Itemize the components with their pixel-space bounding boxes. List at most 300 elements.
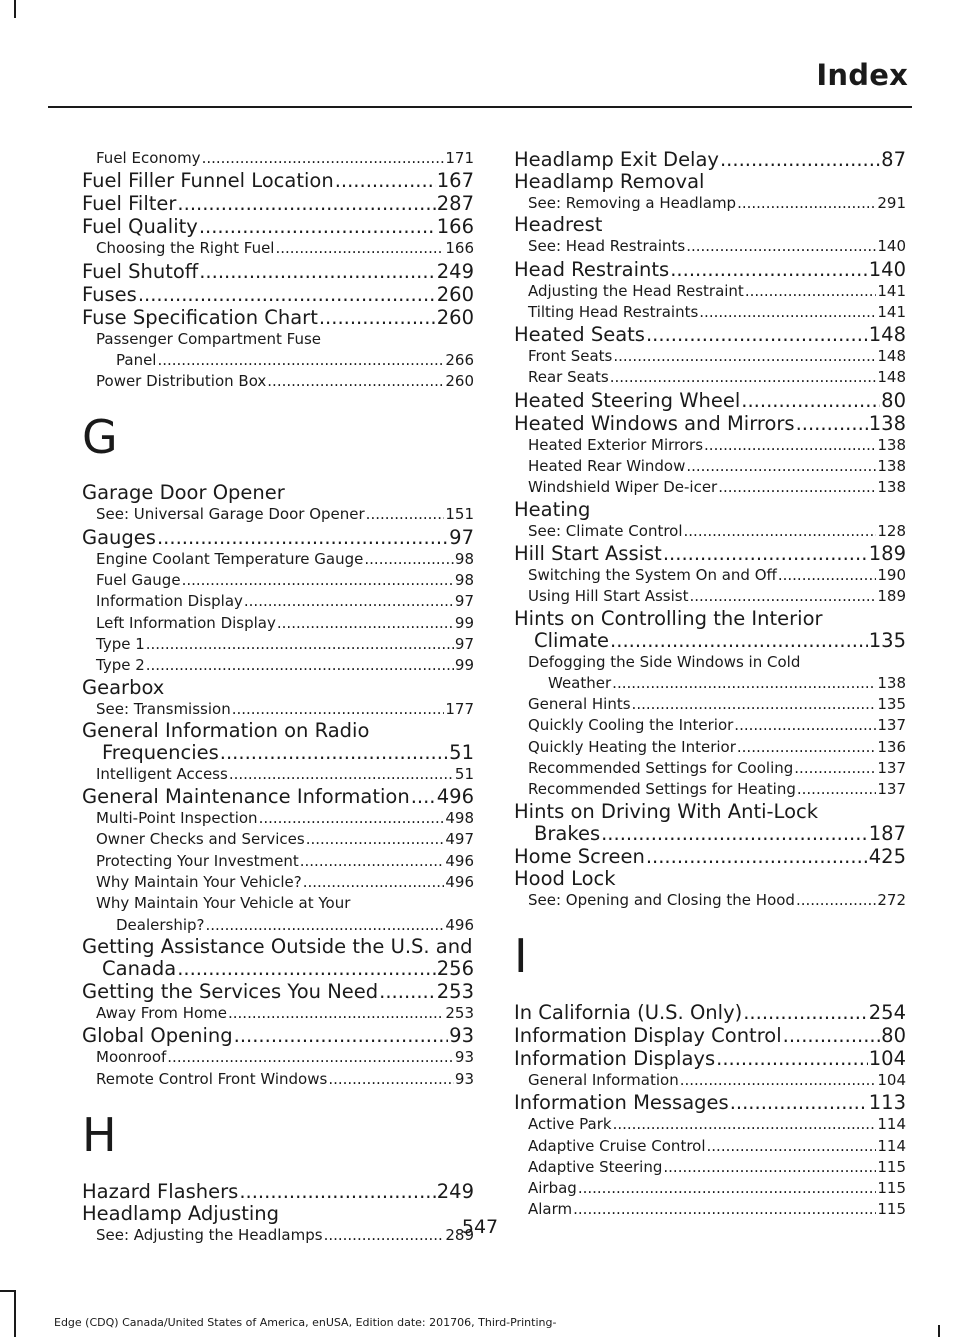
entry-text-continued: Weather — [548, 673, 612, 692]
index-subentry — [514, 521, 906, 542]
page-ref: 138 — [877, 435, 906, 454]
index-subentry — [514, 302, 906, 323]
dot-leader — [228, 1003, 444, 1024]
index-column-left — [82, 148, 474, 1246]
dot-leader — [232, 699, 445, 720]
dot-leader — [778, 565, 877, 586]
entry-row — [96, 915, 474, 936]
index-entry — [514, 801, 906, 845]
entry-row — [96, 238, 474, 259]
entry-row — [96, 699, 474, 720]
page-ref: 136 — [877, 737, 906, 756]
index-subentry — [82, 851, 474, 872]
index-entry — [82, 169, 474, 192]
dot-leader — [689, 586, 876, 607]
section-letter: H — [82, 1107, 117, 1162]
page-ref: 138 — [868, 411, 906, 435]
index-entry — [514, 845, 906, 868]
entry-row — [528, 758, 906, 779]
entry-row — [528, 302, 906, 323]
entry-text: Front Seats — [528, 347, 613, 366]
entry-text: Fuse Specification Chart — [82, 305, 318, 329]
entry-text: Type 1 — [96, 634, 145, 653]
entry-text: Hints on Driving With Anti-Lock — [514, 799, 819, 823]
entry-text: General Information — [528, 1070, 679, 1089]
entry-row — [96, 829, 474, 850]
entry-row — [96, 1003, 474, 1024]
entry-text: Headlamp Exit Delay — [514, 148, 719, 171]
index-subentry — [514, 477, 906, 498]
page-ref: 137 — [877, 759, 906, 778]
page-ref: 104 — [877, 1070, 906, 1089]
dot-leader — [379, 980, 436, 1003]
dot-leader — [686, 456, 876, 477]
page-ref: 189 — [877, 587, 906, 606]
page-ref: 137 — [877, 780, 906, 799]
dot-leader — [610, 367, 877, 388]
page-ref: 254 — [868, 1000, 906, 1024]
entry-row — [514, 823, 906, 845]
entry-text: See: Adjusting the Headlamps — [96, 1225, 323, 1244]
entry-text-continued: Brakes — [534, 821, 601, 845]
entry-text: Active Park — [528, 1115, 612, 1134]
entry-text: General Maintenance Information — [82, 785, 410, 809]
page-ref: 93 — [454, 1069, 474, 1088]
crop-mark-bottom-right — [938, 1325, 940, 1337]
entry-row — [96, 549, 474, 570]
page-ref: 249 — [436, 259, 474, 283]
index-entry — [82, 980, 474, 1003]
entry-row — [528, 694, 906, 715]
entry-row — [528, 737, 906, 758]
section-letter: I — [514, 928, 528, 983]
dot-leader — [157, 526, 448, 549]
entry-row — [514, 412, 906, 435]
dot-leader — [610, 630, 868, 652]
page-ref: 260 — [436, 305, 474, 329]
entry-row — [96, 764, 474, 785]
index-entry — [82, 306, 474, 329]
entry-row — [96, 1069, 474, 1090]
entry-text: Head Restraints — [514, 257, 670, 281]
entry-text: See: Universal Garage Door Opener — [96, 505, 365, 524]
entry-row — [82, 306, 474, 329]
index-subentry — [514, 1114, 906, 1135]
index-heading: Headlamp Removal — [514, 170, 705, 193]
entry-text: Why Maintain Your Vehicle at Your — [96, 894, 351, 913]
page-ref: 253 — [436, 979, 474, 1003]
index-subentry — [82, 1047, 474, 1068]
index-heading: Garage Door Opener — [82, 481, 285, 505]
index-entry — [82, 1024, 474, 1047]
entry-row — [514, 1024, 906, 1047]
entry-row — [514, 323, 906, 346]
index-entry — [514, 608, 906, 652]
entry-row — [528, 1070, 906, 1091]
index-entry — [514, 258, 906, 281]
page-ref: 148 — [877, 368, 906, 387]
index-subentry — [514, 652, 906, 695]
dot-leader — [720, 148, 880, 171]
dot-leader — [138, 283, 436, 306]
section-letter: G — [82, 410, 118, 465]
index-entry — [82, 1180, 474, 1203]
index-subentry — [514, 346, 906, 367]
entry-text: Why Maintain Your Vehicle? — [96, 873, 302, 892]
index-subentry — [82, 829, 474, 850]
dot-leader — [177, 958, 436, 980]
dot-leader — [259, 808, 445, 829]
entry-text: General Information on Radio — [82, 718, 370, 742]
page-ref: 99 — [454, 613, 474, 632]
entry-text: Power Distribution Box — [96, 372, 267, 391]
index-heading: Heating — [514, 497, 591, 521]
entry-text: Owner Checks and Services — [96, 830, 305, 849]
dot-leader — [202, 148, 445, 169]
entry-row — [82, 980, 474, 1003]
index-subentry — [82, 371, 474, 392]
dot-leader — [206, 915, 445, 936]
entry-text: Recommended Settings for Cooling — [528, 759, 794, 778]
entry-row — [82, 215, 474, 238]
dot-leader — [199, 215, 436, 238]
entry-text: Switching the System On and Off — [528, 565, 777, 584]
dot-leader — [663, 1157, 876, 1178]
index-entry — [82, 526, 474, 549]
entry-text: General Hints — [528, 695, 631, 714]
entry-row — [528, 1178, 906, 1199]
entry-row — [82, 169, 474, 192]
dot-leader — [730, 1091, 868, 1114]
entry-row — [96, 504, 474, 525]
dot-leader — [167, 1047, 454, 1068]
dot-leader — [177, 192, 435, 215]
page-ref: 138 — [877, 673, 906, 692]
crop-mark-bottom-left-h — [0, 1290, 16, 1292]
entry-text: Getting Assistance Outside the U.S. and — [82, 934, 473, 958]
page-ref: 104 — [868, 1046, 906, 1070]
index-subentry — [514, 890, 906, 911]
page-ref: 115 — [877, 1200, 906, 1219]
dot-leader — [686, 236, 876, 257]
page-ref: 253 — [445, 1003, 474, 1022]
page-ref: 138 — [877, 457, 906, 476]
index-entry — [82, 720, 474, 764]
dot-leader — [578, 1178, 877, 1199]
entry-text: Heated Windows and Mirrors — [514, 411, 795, 435]
page-ref: 166 — [445, 239, 474, 258]
entry-row — [514, 845, 906, 868]
entry-text-continued: Frequencies — [102, 740, 219, 764]
dot-leader — [737, 193, 876, 214]
page-ref: 98 — [454, 549, 474, 568]
entry-text: See: Climate Control — [528, 521, 683, 540]
index-column-right — [514, 148, 906, 1221]
page-ref: 115 — [877, 1179, 906, 1198]
page-ref: 266 — [445, 350, 474, 369]
page-ref: 189 — [868, 541, 906, 565]
entry-text: Defogging the Side Windows in Cold — [528, 652, 801, 671]
entry-row — [528, 281, 906, 302]
page-ref: 260 — [445, 372, 474, 391]
entry-text: Left Information Display — [96, 613, 276, 632]
index-entry — [82, 936, 474, 980]
index-entry — [82, 283, 474, 306]
entry-row — [514, 630, 906, 652]
entry-text: Engine Coolant Temperature Gauge — [96, 549, 364, 568]
dot-leader — [306, 829, 445, 850]
entry-text: Moonroof — [96, 1048, 167, 1067]
entry-text: Fuel Gauge — [96, 571, 181, 590]
entry-row — [96, 350, 474, 371]
index-subentry — [514, 565, 906, 586]
entry-row — [528, 1114, 906, 1135]
entry-row — [514, 389, 906, 412]
entry-row — [82, 1024, 474, 1047]
page-ref: 272 — [877, 890, 906, 909]
entry-row — [528, 456, 906, 477]
entry-text: Alarm — [528, 1200, 573, 1219]
page-ref: 93 — [449, 1024, 474, 1048]
entry-text-continued: Canada — [102, 956, 177, 980]
page-ref: 97 — [454, 634, 474, 653]
dot-leader — [157, 350, 444, 371]
dot-leader — [146, 634, 454, 655]
entry-text: Hints on Controlling the Interior — [514, 606, 823, 630]
entry-text: Heated Seats — [514, 323, 645, 347]
dot-leader — [220, 742, 448, 764]
page-ref: 148 — [868, 323, 906, 347]
crop-mark-top-left — [14, 0, 16, 18]
page-ref: 113 — [868, 1091, 906, 1115]
dot-leader — [707, 1136, 877, 1157]
dot-leader — [743, 1001, 868, 1024]
entry-text-continued: Dealership? — [116, 915, 205, 934]
dot-leader — [680, 1070, 877, 1091]
index-heading: Headrest — [514, 213, 603, 237]
dot-leader — [364, 549, 454, 570]
index-subentry — [82, 872, 474, 893]
entry-text: Home Screen — [514, 844, 645, 868]
entry-text: Quickly Heating the Interior — [528, 737, 736, 756]
entry-row — [96, 851, 474, 872]
page-ref: 80 — [881, 388, 906, 412]
index-subentry — [82, 808, 474, 829]
dot-leader — [718, 477, 876, 498]
dot-leader — [741, 389, 880, 412]
index-heading: Headlamp Adjusting — [82, 1201, 280, 1225]
index-subentry — [82, 1069, 474, 1090]
dot-leader — [699, 302, 876, 323]
index-entry — [514, 1047, 906, 1070]
entry-text: Windshield Wiper De-icer — [528, 478, 718, 497]
index-entry — [514, 1024, 906, 1047]
page-ref: 249 — [436, 1179, 474, 1203]
dot-leader — [300, 851, 445, 872]
index-entry — [514, 1001, 906, 1024]
page-ref: 51 — [449, 740, 474, 764]
index-subentry — [514, 758, 906, 779]
dot-leader — [745, 281, 877, 302]
dot-leader — [794, 758, 876, 779]
index-subentry — [82, 549, 474, 570]
dot-leader — [229, 764, 454, 785]
page-ref: 260 — [436, 282, 474, 306]
entry-row — [528, 367, 906, 388]
index-subentry — [514, 737, 906, 758]
dot-leader — [182, 570, 454, 591]
dot-leader — [704, 435, 876, 456]
index-subentry — [514, 456, 906, 477]
page-ref: 148 — [877, 347, 906, 366]
entry-row — [528, 1136, 906, 1157]
page-ref: 87 — [881, 148, 906, 171]
page-ref: 80 — [881, 1023, 906, 1047]
index-subentry — [514, 715, 906, 736]
entry-row — [96, 148, 474, 169]
entry-text: See: Head Restraints — [528, 237, 686, 256]
index-entry — [514, 389, 906, 412]
entry-text: Recommended Settings for Heating — [528, 780, 796, 799]
entry-row — [82, 785, 474, 808]
page-ref: 496 — [445, 915, 474, 934]
entry-text: Global Opening — [82, 1024, 233, 1048]
dot-leader — [613, 346, 876, 367]
entry-row — [96, 1047, 474, 1068]
entry-text: Fuel Shutoff — [82, 259, 199, 283]
entry-row — [528, 890, 906, 911]
page-ref: 114 — [877, 1115, 906, 1134]
entry-row — [96, 872, 474, 893]
entry-row — [96, 570, 474, 591]
dot-leader — [411, 785, 436, 808]
dot-leader — [335, 169, 436, 192]
page-ref: 187 — [868, 821, 906, 845]
dot-leader — [684, 521, 877, 542]
entry-text: Multi-Point Inspection — [96, 809, 258, 828]
entry-text: Remote Control Front Windows — [96, 1069, 328, 1088]
index-subentry — [82, 238, 474, 259]
entry-row — [528, 477, 906, 498]
entry-text: Hill Start Assist — [514, 541, 662, 565]
dot-leader — [646, 323, 868, 346]
entry-row — [528, 193, 906, 214]
dot-leader — [734, 715, 876, 736]
index-subentry — [82, 148, 474, 169]
entry-text: Adjusting the Head Restraint — [528, 281, 744, 300]
index-subentry — [82, 329, 474, 372]
entry-text: Intelligent Access — [96, 764, 228, 783]
entry-row — [528, 586, 906, 607]
entry-text: See: Transmission — [96, 699, 231, 718]
entry-text: Adaptive Cruise Control — [528, 1136, 706, 1155]
index-entry — [82, 260, 474, 283]
index-entry — [82, 785, 474, 808]
entry-text: See: Opening and Closing the Hood — [528, 890, 795, 909]
entry-row — [528, 346, 906, 367]
page-ref: 496 — [436, 785, 474, 809]
page-number: 547 — [461, 1216, 499, 1238]
page-ref: 140 — [868, 257, 906, 281]
page-ref: 128 — [877, 521, 906, 540]
entry-row — [82, 192, 474, 215]
entry-text: Information Display — [96, 592, 243, 611]
entry-text: Heated Steering Wheel — [514, 388, 741, 412]
entry-row — [82, 260, 474, 283]
entry-row — [96, 591, 474, 612]
entry-text: Away From Home — [96, 1003, 227, 1022]
crop-mark-bottom-left — [14, 1290, 16, 1337]
page-ref: 190 — [877, 565, 906, 584]
dot-leader — [244, 591, 454, 612]
entry-row — [528, 779, 906, 800]
dot-leader — [303, 872, 445, 893]
entry-text: Quickly Cooling the Interior — [528, 716, 734, 735]
index-subentry — [514, 1157, 906, 1178]
page-ref: 287 — [436, 192, 474, 216]
entry-text: Tilting Head Restraints — [528, 302, 699, 321]
index-subentry — [82, 655, 474, 676]
entry-text: In California (U.S. Only) — [514, 1000, 743, 1024]
index-subentry — [514, 1178, 906, 1199]
page-ref: 141 — [877, 302, 906, 321]
entry-row — [528, 236, 906, 257]
index-subentry — [514, 281, 906, 302]
entry-row — [96, 655, 474, 676]
page-ref: 151 — [445, 505, 474, 524]
entry-text: Gauges — [82, 525, 156, 549]
index-subentry — [514, 193, 906, 214]
page-ref: 256 — [436, 956, 474, 980]
index-subentry — [514, 694, 906, 715]
page-ref: 141 — [877, 281, 906, 300]
dot-leader — [613, 1114, 877, 1135]
entry-text: Fuel Quality — [82, 215, 198, 239]
dot-leader — [796, 412, 868, 435]
entry-text: Choosing the Right Fuel — [96, 239, 275, 258]
entry-text-continued: Climate — [534, 628, 610, 652]
dot-leader — [146, 655, 454, 676]
entry-text: Fuses — [82, 282, 137, 306]
index-subentry — [82, 634, 474, 655]
entry-text: Heated Exterior Mirrors — [528, 435, 704, 454]
page-ref: 51 — [454, 764, 474, 783]
index-subentry — [514, 779, 906, 800]
entry-row — [514, 1091, 906, 1114]
page-ref: 171 — [445, 149, 474, 167]
dot-leader — [797, 779, 876, 800]
page-ref: 135 — [877, 695, 906, 714]
dot-leader — [632, 694, 877, 715]
page-ref: 167 — [436, 169, 474, 193]
entry-text: Using Hill Start Assist — [528, 587, 689, 606]
entry-row — [82, 283, 474, 306]
index-entry — [514, 323, 906, 346]
entry-row — [514, 542, 906, 565]
page-ref: 177 — [445, 699, 474, 718]
index-subentry — [82, 893, 474, 936]
dot-leader — [796, 890, 876, 911]
index-subentry — [514, 1070, 906, 1091]
page-ref: 497 — [445, 830, 474, 849]
entry-text: Fuel Filter — [82, 192, 177, 216]
page-ref: 99 — [454, 656, 474, 675]
entry-text: Information Displays — [514, 1046, 716, 1070]
entry-row — [514, 148, 906, 171]
dot-leader — [670, 258, 868, 281]
index-entry — [82, 215, 474, 238]
entry-row — [528, 673, 906, 694]
